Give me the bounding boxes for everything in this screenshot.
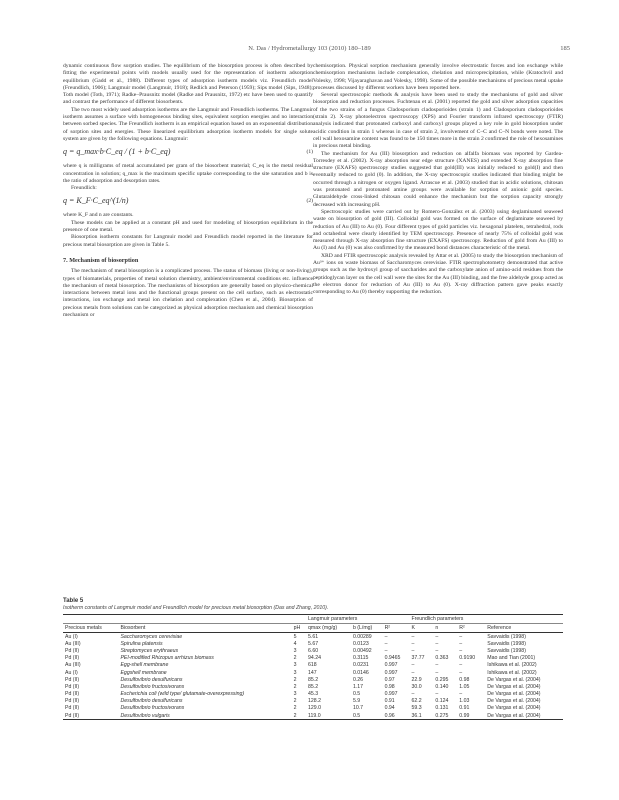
- table-cell: –: [411, 647, 415, 654]
- table-row: [63, 640, 563, 647]
- table-row: [63, 647, 563, 654]
- table-cell: Desulfovibrio vulgaris: [118, 712, 291, 720]
- table-cell: Au (I): [65, 669, 78, 676]
- paragraph: Biosorption isotherm constants for Langmuir model and Freundlich model reported in the literature for precious metal biosorption are given in Table 5.: [63, 234, 313, 248]
- paragraph: Spectroscopic studies were carried out by Romero-González et al. (2003) using deglaminated seaweed waste on biosorption of gold (III). Colloidal gold was formed on the surface of deglaminate seaweed by reduction of Au (III) to Au (0). Four different types of gold particles viz. hexagonal platelets, tetrahedral, rods and octahedral were clearly identified by TEM spectroscopy. Presence of nearly 75% of colloidal gold was measured through X-ray absorption fine structure (EXAFS) spectroscopy. Reduction of gold from Au (III) to Au (I) and Au (0) was also confirmed by the measured bond distances characteristic of the metal.: [313, 208, 563, 252]
- table-cell: Pd (II): [65, 691, 80, 698]
- section-heading: 7. Mechanism of biosorption: [63, 256, 139, 264]
- table-5: [63, 598, 563, 720]
- table-cell: De Vargas et al. (2004): [487, 676, 541, 683]
- table-cell: 0.0146: [352, 669, 369, 676]
- table-cell: 1.03: [459, 698, 470, 705]
- isotherm-table: [63, 614, 563, 720]
- table-cell: 0.00289: [352, 633, 372, 640]
- column-header: pH: [292, 624, 306, 633]
- table-row: [63, 712, 563, 720]
- equation-number: (1): [306, 149, 313, 156]
- column-header: Precious metals: [63, 624, 118, 633]
- table-row: [63, 662, 563, 669]
- table-cell: –: [411, 640, 415, 647]
- table-cell: 0.9465: [384, 655, 401, 662]
- table-cell: 0.140: [435, 683, 449, 690]
- equation-freundlich: [63, 196, 313, 206]
- table-cell: Spirulina platensis: [120, 640, 163, 647]
- table-cell: –: [459, 647, 463, 654]
- table-row: [63, 633, 563, 641]
- table-cell: 147: [308, 669, 317, 676]
- table-cell: –: [459, 669, 463, 676]
- table-cell: Desulfovibrio desulfuricans: [120, 698, 183, 705]
- table-cell: Mao and Tian (2001): [487, 655, 536, 662]
- paragraph: dynamic continuous flow sorption studies. The equilibrium of the biosorption process is often described by fitting the experimental points with models usually used for the representation of isotherm adsorption equilibrium (Gadd et al., 1988). Different types of adsorption isotherm models viz. Freundlich model (Freundlich, 1906); Langmuir model (Langmuir, 1918); Redlich and Peterson (1959); Sips model (Sips, 1948); Toth model (Toth, 1971); Radke–Prausnitz model (Radke and Prausnitz, 1972) etc have been used to quantify and contrast the performance of different biosorbents.: [63, 63, 313, 106]
- group-header-freundlich: Freundlich parameters: [410, 615, 486, 624]
- table-cell: –: [411, 691, 415, 698]
- table-cell: Savvaidis (1998): [487, 633, 526, 640]
- table-cell: 2: [293, 655, 297, 662]
- table-cell: 0.131: [435, 705, 449, 712]
- table-cell: –: [411, 662, 415, 669]
- table-cell: 5.67: [308, 640, 319, 647]
- column-header: K: [410, 624, 434, 633]
- table-cell: De Vargas et al. (2004): [485, 712, 563, 720]
- table-cell: 0.997: [384, 662, 398, 669]
- table-cell: 618: [308, 662, 317, 669]
- equation-text: q = K_F·C_eq^(1/n): [63, 196, 129, 206]
- table-cell: –: [435, 633, 439, 640]
- table-cell: 2: [292, 712, 306, 720]
- table-row: [63, 691, 563, 698]
- table-cell: –: [384, 647, 388, 654]
- table-cell: Pd (II): [63, 712, 118, 720]
- table-cell: –: [459, 691, 463, 698]
- table-cell: 0.997: [384, 691, 398, 698]
- table-cell: Pd (II): [65, 655, 80, 662]
- table-row: [63, 676, 563, 683]
- table-cell: –: [384, 633, 388, 640]
- table-cell: 1.17: [352, 683, 364, 690]
- table-cell: 37.77: [411, 655, 425, 662]
- table-row: [63, 705, 563, 712]
- freundlich-label: Freundlich:: [71, 185, 97, 192]
- paragraph: The mechanism of metal biosorption is a complicated process. The status of biomass (living or non-living), types of biomaterials, properties of metal solution chemistry, ambient/environmental conditions etc. influence the mechanism of metal biosorption. The mechanisms of biosorption are generally based on physico-chemical interactions between metal ions and the functional groups present on the cell surface, such as electrostatic interactions, ion exchange and metal ion chelation and complexation (Chen et al., 2004). Biosorption of precious metals from solutions can be categorized as physical adsorption mechanism and chemical biosorption mechanism or: [63, 268, 313, 319]
- table-cell: 3: [293, 691, 297, 698]
- table-cell: 94.24: [308, 655, 322, 662]
- table-cell: Pd (II): [65, 698, 80, 705]
- table-cell: Savvaidis (1998): [487, 640, 526, 647]
- table-cell: Streptomyces erythraeus: [120, 647, 179, 654]
- table-cell: 119.0: [306, 712, 351, 720]
- table-cell: Pd (II): [65, 683, 80, 690]
- table-cell: 0.94: [384, 705, 395, 712]
- table-cell: Au (III): [65, 640, 81, 647]
- table-cell: Desulfovibrio fructosivorans: [120, 705, 185, 712]
- table-cell: 62.2: [411, 698, 422, 705]
- table-cell: 0.997: [384, 669, 398, 676]
- table-cell: 36.1: [410, 712, 434, 720]
- paragraph: where K_F and n are constants.: [63, 212, 134, 219]
- table-cell: –: [411, 633, 415, 640]
- table-cell: 45.3: [308, 691, 319, 698]
- table-cell: 4: [293, 640, 297, 647]
- table-cell: 22.9: [411, 676, 422, 683]
- table-cell: Egg-shell membrane: [120, 662, 169, 669]
- equation-langmuir: [63, 147, 313, 157]
- table-cell: 128.2: [308, 698, 322, 705]
- table-row: [63, 669, 563, 676]
- table-cell: 0.295: [435, 676, 449, 683]
- table-cell: 129.0: [308, 705, 322, 712]
- left-column: [63, 63, 313, 319]
- table-row: [63, 683, 563, 690]
- table-cell: 5: [293, 633, 297, 640]
- table-cell: –: [435, 669, 439, 676]
- column-header: qmax (mg/g): [306, 624, 351, 633]
- table-cell: De Vargas et al. (2004): [487, 705, 541, 712]
- table-cell: –: [411, 669, 415, 676]
- paragraph: These models can be applied at a constant pH and used for modeling of biosorption equilibrium in the presence of one metal.: [63, 219, 313, 234]
- table-cell: 2: [293, 683, 297, 690]
- paragraph: The two most widely used adsorption isotherms are the Langmuir and Freundlich isotherms. The Langmuir isotherm assumes a surface with homogeneous binding sites, equivalent sorption energies and no interaction between sorbed species. The Freundlich isotherm is an empirical equation based on an exponential distribution of sorption sites and energies. These linearized equilibrium adsorption isotherm models for single solute system are given by the following equations. Langmuir:: [63, 106, 313, 142]
- group-header-langmuir: Langmuir parameters: [306, 615, 383, 624]
- table-cell: 0.275: [433, 712, 457, 720]
- table-row: [63, 655, 563, 662]
- table-cell: Pd (II): [65, 676, 80, 683]
- table-cell: 0.98: [384, 683, 395, 690]
- table-cell: 2: [293, 705, 297, 712]
- column-header: n: [433, 624, 457, 633]
- table-caption: Isotherm constants of Langmuir model and Freundlich model for precious metal biosorption (Das and Zhang, 2010).: [63, 605, 329, 611]
- equation-number: (2): [306, 198, 313, 205]
- table-cell: Au (I): [65, 633, 78, 640]
- table-cell: 3: [293, 662, 297, 669]
- table-cell: 5.61: [308, 633, 319, 640]
- table-cell: 0.91: [384, 698, 395, 705]
- table-cell: De Vargas et al. (2004): [487, 691, 541, 698]
- table-cell: –: [435, 662, 439, 669]
- table-cell: 10.7: [352, 705, 364, 712]
- equation-text: q = q_max·b·C_eq / (1 + b·C_eq): [63, 147, 171, 157]
- table-cell: 0.99: [457, 712, 485, 720]
- column-header: b (L/mg): [351, 624, 383, 633]
- table-cell: Eggshell membrane: [120, 669, 167, 676]
- table-cell: Savvaidis (1998): [487, 647, 526, 654]
- table-cell: Escherichia coli (wild type/ glutamate-overexpressing): [120, 691, 245, 698]
- table-cell: 85.2: [308, 683, 319, 690]
- table-cell: Desulfovibrio desulfuricans: [120, 676, 183, 683]
- table-cell: Ishikawa et al. (2002): [487, 662, 537, 669]
- column-header: Reference: [485, 624, 563, 633]
- table-cell: 3: [293, 669, 297, 676]
- table-cell: 0.96: [383, 712, 410, 720]
- table-cell: 2: [293, 676, 297, 683]
- table-cell: 5.9: [352, 698, 361, 705]
- table-cell: 0.0231: [352, 662, 369, 669]
- right-column: [313, 63, 563, 297]
- table-cell: Ishikawa et al. (2002): [487, 669, 537, 676]
- table-cell: 0.0123: [352, 640, 369, 647]
- table-cell: 0.5: [351, 712, 383, 720]
- paragraph: XRD and FTIR spectroscopic analysis revealed by Attar et al. (2005) to study the biosorption mechanism of Au³⁺ ions on waste biomass of Saccharomyces cerevisiae. FTIR spectrophotometry demonstrated that active groups such as the hydroxyl group of saccharides and the carboxylate anion of amino-acid residues from the peptidoglycan layer on the cell wall were the sites for the Au (III) binding, and the free aldehyde group acted as the electron donor for reduction of Au (III) to Au (0). X-ray diffraction pattern gave peaks exactly corresponding to Au (0) thereby supporting the reduction.: [313, 252, 563, 296]
- table-cell: 2: [293, 698, 297, 705]
- column-header: R²: [383, 624, 410, 633]
- column-header: R²: [457, 624, 485, 633]
- table-cell: De Vargas et al. (2004): [487, 683, 541, 690]
- table-cell: –: [384, 640, 388, 647]
- table-cell: –: [459, 640, 463, 647]
- table-cell: Desulfovibrio fructosivorans: [120, 683, 185, 690]
- table-cell: 0.00492: [352, 647, 372, 654]
- column-header: Biosorbent: [118, 624, 291, 633]
- table-cell: 0.363: [435, 655, 449, 662]
- paragraph: where q is milligrams of metal accumulated per gram of the biosorbent material; C_eq is the metal residual concentration in solution; q_max is the maximum specific uptake corresponding to the site saturation and b is the ratio of adsorption and desorption rates.: [63, 163, 313, 184]
- table-cell: 59.3: [411, 705, 422, 712]
- table-cell: 30.0: [411, 683, 422, 690]
- table-cell: Saccharomyces cerevisiae: [120, 633, 183, 640]
- table-cell: 0.26: [352, 676, 364, 683]
- table-cell: Pd (II): [65, 647, 80, 654]
- running-header: [0, 45, 619, 57]
- table-cell: 0.97: [384, 676, 395, 683]
- table-cell: Au (III): [65, 662, 81, 669]
- table-cell: 0.124: [435, 698, 449, 705]
- table-cell: –: [459, 633, 463, 640]
- page-number: 185: [560, 45, 570, 52]
- table-row: [63, 698, 563, 705]
- table-cell: Pd (II): [65, 705, 80, 712]
- paragraph: The mechanism for Au (III) biosorption and reduction on alfalfa biomass was reported by Gardea-Torresdey et al. (2002). X-ray absorption near edge structure (XANES) and extended X-ray absorption fine structure (EXAFS) spectroscopy studies suggested that gold(III) was initially reduced to gold(I) and then eventually reduced to gold (0). In addition, the X-ray spectroscopic studies indicated that binding might be occurred through a nitrogen or oxygen ligand. Arrascue et al. (2003) studied that in acidic solutions, chitosan was protonated and protonated amine groups were available for sorption of anionic gold species. Glutaraldehyde cross-linked chitosan could enhance the mechanism but the sorption capacity strongly decreased with increasing pH.: [313, 150, 563, 208]
- paragraph: chemisorption. Physical sorption mechanism generally involve electrostatic forces and ion exchange while chemisorption mechanisms include complexation, chelation and microprecipitation, while (Kratochvil and Volesky, 1998; Vijayaraghavan and Volesky, 1998). Some of the possible mechanisms of precious metal uptake processes discussed by different workers have been reported here.: [313, 63, 563, 91]
- table-cell: 85.2: [308, 676, 319, 683]
- table-cell: 6.60: [308, 647, 319, 654]
- table-cell: PEI-modified Rhizopus arrhizus biomass: [120, 655, 214, 662]
- table-cell: –: [435, 647, 439, 654]
- table-cell: 0.9190: [459, 655, 476, 662]
- paragraph: Several spectroscopic methods & analysis have been used to study the mechanisms of gold and silver biosorption and reduction processes. Fuchtenau et al. (2001) reported the gold and silver adsorption capacities of the two strains of a fungus Cladosporium cladosporioides (strain 1) and Cladosporium cladosporioides (strain 2). X-ray photoelectron spectroscopy (XPS) and Fourier transform infrared spectroscopy (FTIR) analysis indicated that protonated carboxyl and carboxyl groups played a key role in gold biosorption under acidic condition in strain 1 whereas in case of strain 2, involvement of C–C and C–N bonds were noted. The cell wall hexosamine content was found to be 150 times more in the strain 2 confirmed the role of hexosamines in precious metal binding.: [313, 92, 563, 150]
- table-cell: De Vargas et al. (2004): [487, 698, 541, 705]
- running-head-text: N. Das / Hydrometallurgy 103 (2010) 180–189: [248, 45, 371, 52]
- table-cell: –: [459, 662, 463, 669]
- table-cell: 0.3115: [352, 655, 369, 662]
- table-cell: 0.98: [459, 676, 470, 683]
- table-title: Table 5: [63, 598, 84, 604]
- table-cell: 1.05: [459, 683, 470, 690]
- table-cell: 0.91: [459, 705, 470, 712]
- table-cell: –: [435, 691, 439, 698]
- table-cell: –: [435, 640, 439, 647]
- table-cell: 0.5: [352, 691, 361, 698]
- table-cell: 3: [293, 647, 297, 654]
